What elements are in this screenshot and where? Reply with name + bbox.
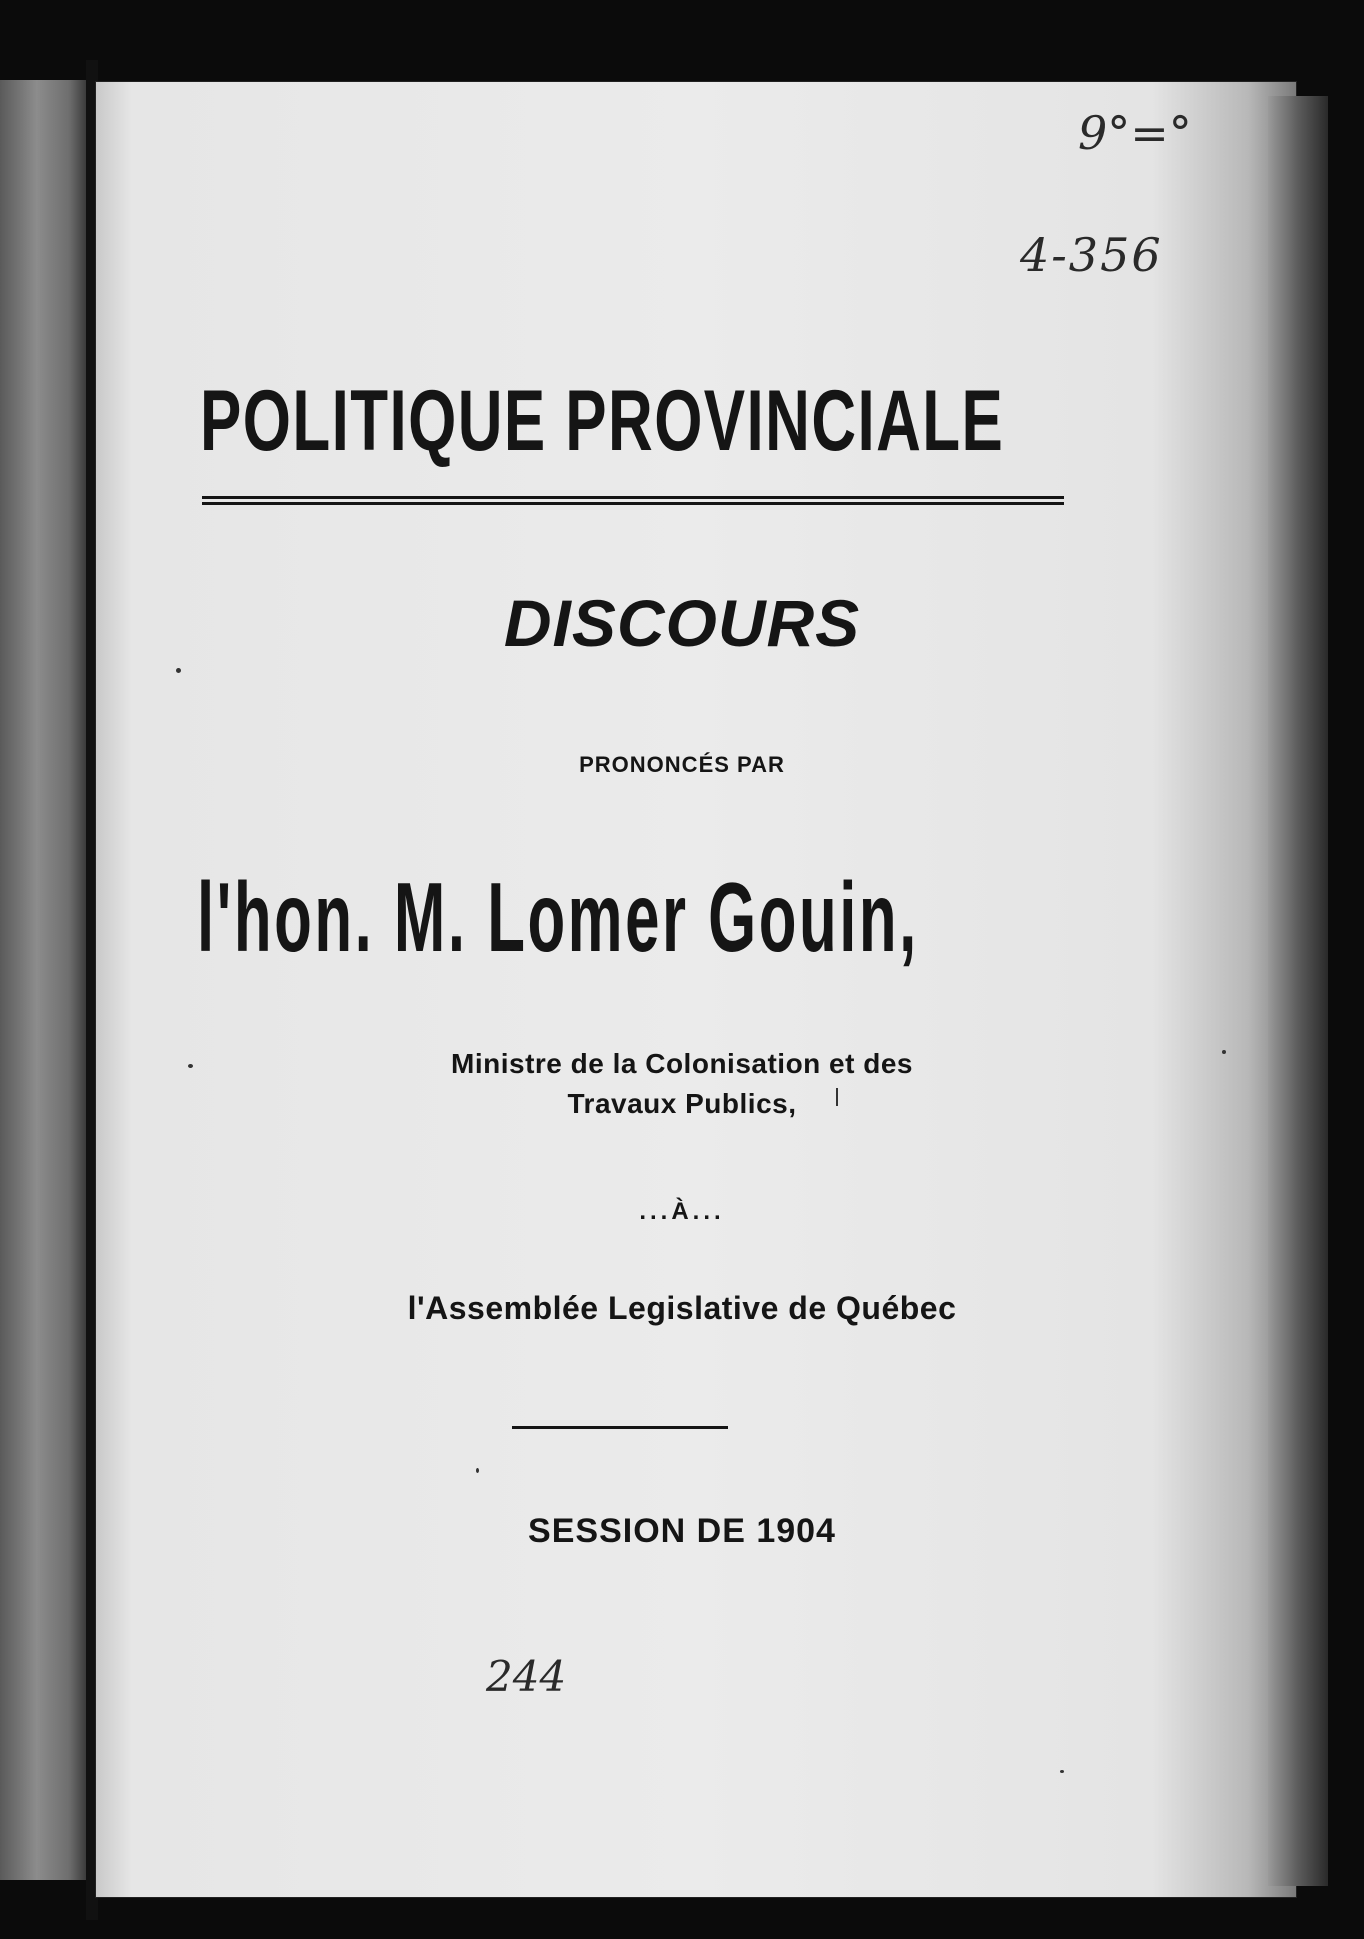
- role-line-1: Ministre de la Colonisation et des: [451, 1048, 913, 1079]
- title-page: [96, 82, 1296, 1897]
- speaker-name: l'hon. M. Lomer Gouin,: [197, 862, 919, 972]
- adjacent-page-strip: [0, 80, 92, 1880]
- scan-speck: [836, 1088, 838, 1106]
- scan-speck: [476, 1468, 479, 1473]
- preposition-line: ...À...: [639, 1198, 725, 1225]
- scan-speck: [1060, 1770, 1064, 1773]
- handwritten-page-number: 244: [486, 1652, 567, 1701]
- scan-speck: [1222, 1050, 1226, 1054]
- scan-speck: [188, 1064, 193, 1068]
- document-heading: DISCOURS: [503, 586, 861, 660]
- title-double-rule: [202, 496, 1064, 505]
- handwritten-mark-top: 9°=°: [1078, 106, 1192, 160]
- session-line: SESSION DE 1904: [528, 1512, 836, 1550]
- page-edge-shadow: [1268, 96, 1328, 1886]
- section-rule: [512, 1426, 728, 1429]
- scan-speck: [176, 668, 181, 673]
- document-title: POLITIQUE PROVINCIALE: [200, 373, 1005, 469]
- venue-line: l'Assemblée Legislative de Québec: [407, 1290, 957, 1326]
- role-line-2: Travaux Publics,: [567, 1088, 797, 1119]
- handwritten-catalog-number: 4-356: [1020, 228, 1163, 282]
- delivered-by-label: PRONONCÉS PAR: [579, 752, 785, 777]
- speaker-role: [0, 1044, 1364, 1124]
